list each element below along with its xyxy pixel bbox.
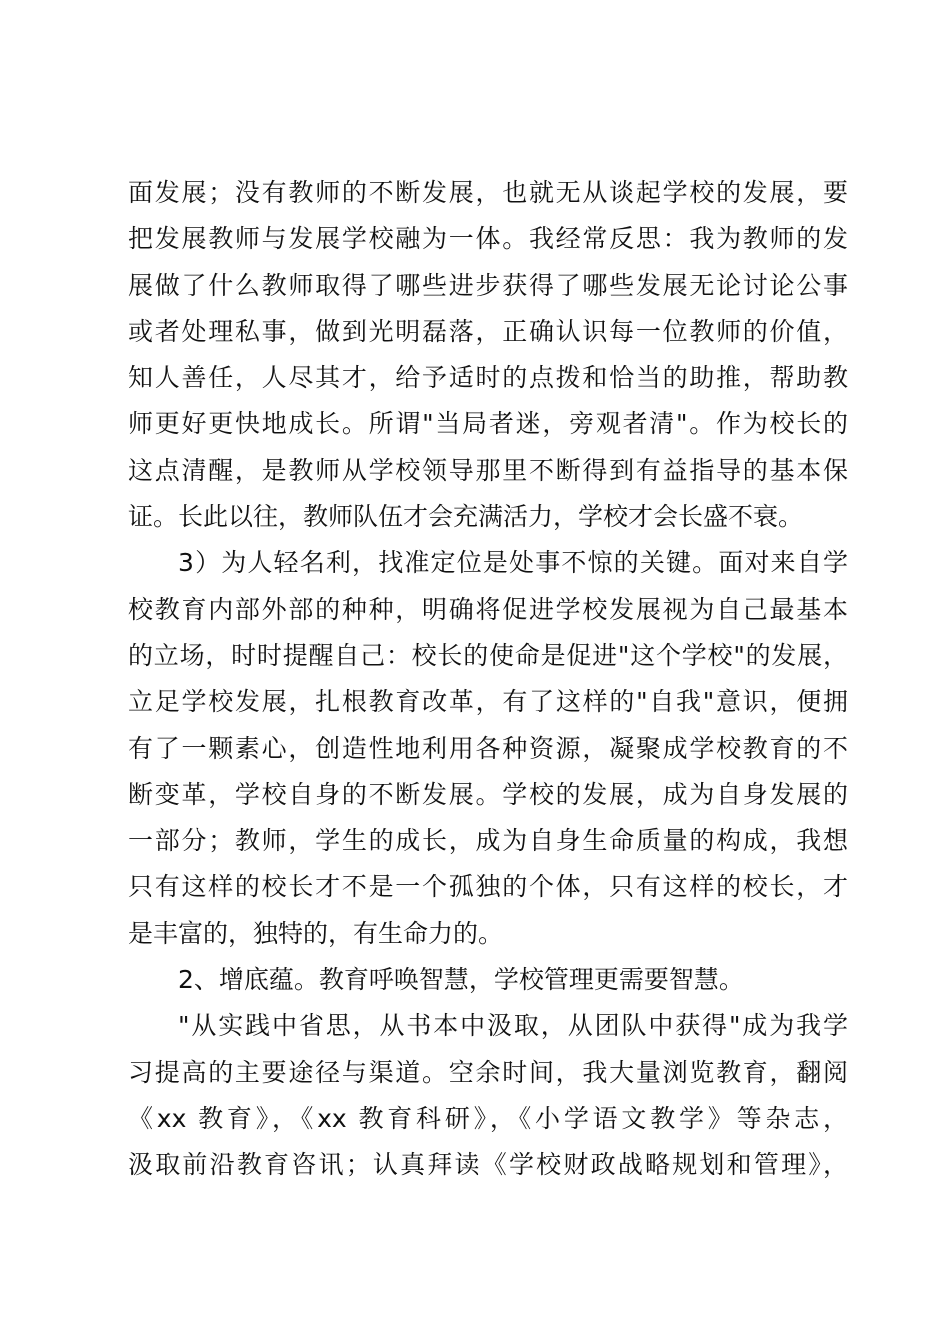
text-line: 立足学校发展，扎根教育改革，有了这样的"自我"意识，便拥 [128,687,848,717]
text-line: 的立场，时时提醒自己：校长的使命是促进"这个学校"的发展， [128,640,848,670]
text-line: 知人善任，人尽其才，给予适时的点拨和恰当的助推，帮助教 [128,363,848,393]
text-line: 《xx 教育》，《xx 教育科研》，《小学语文教学》等杂志， [128,1103,848,1133]
paragraph-start-line: 3）为人轻名利，找准定位是处事不惊的关键。面对来自学 [178,548,848,578]
text-line: 面发展；没有教师的不断发展，也就无从谈起学校的发展，要 [128,178,848,207]
text-line: 习提高的主要途径与渠道。空余时间，我大量浏览教育，翻阅 [128,1057,848,1087]
text-line: 只有这样的校长才不是一个孤独的个体，只有这样的校长，才 [128,872,848,902]
text-line: 证。长此以往，教师队伍才会充满活力，学校才会长盛不衰。 [128,502,804,532]
text-line: 把发展教师与发展学校融为一体。我经常反思：我为教师的发 [128,224,848,254]
text-line: 师更好更快地成长。所谓"当局者迷，旁观者清"。作为校长的 [128,409,848,439]
section-heading-line: 2、增底蕴。教育呼唤智慧，学校管理更需要智慧。 [178,965,744,995]
body-text [128,170,848,1189]
paragraph-start-line: "从实践中省思，从书本中汲取，从团队中获得"成为我学 [178,1011,848,1041]
text-line: 校教育内部外部的种种，明确将促进学校发展视为自己最基本 [128,594,848,624]
text-line: 这点清醒，是教师从学校领导那里不断得到有益指导的基本保 [128,455,848,485]
text-line: 汲取前沿教育咨讯；认真拜读《学校财政战略规划和管理》， [128,1150,848,1180]
text-line: 有了一颗素心，创造性地利用各种资源，凝聚成学校教育的不 [128,733,848,763]
text-line: 或者处理私事，做到光明磊落，正确认识每一位教师的价值， [128,316,848,346]
text-line: 展做了什么教师取得了哪些进步获得了哪些发展无论讨论公事 [128,270,848,300]
text-line: 是丰富的，独特的，有生命力的。 [128,918,504,948]
text-line: 断变革，学校自身的不断发展。学校的发展，成为自身发展的 [128,779,848,809]
text-line: 一部分；教师，学生的成长，成为自身生命质量的构成，我想 [128,826,848,856]
